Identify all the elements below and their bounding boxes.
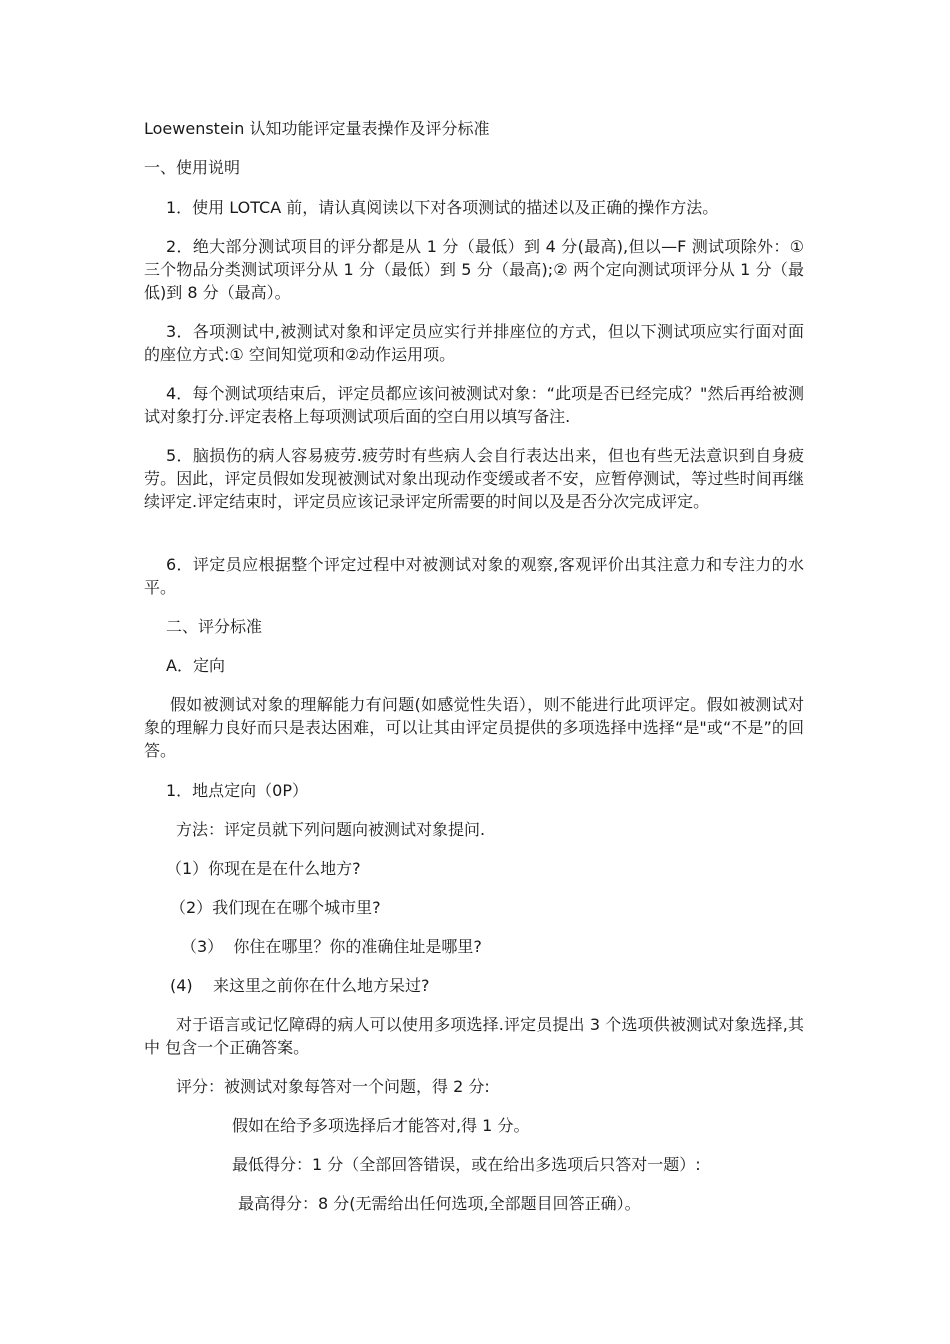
section-heading-scoring: 二、评分标准: [166, 617, 263, 636]
method-text: 方法：评定员就下列问题向被测试对象提问.: [176, 820, 486, 839]
document-title: Loewenstein 认知功能评定量表操作及评分标准: [144, 119, 490, 138]
question-4: (4) 来这里之前你在什么地方呆过?: [170, 976, 430, 995]
section-heading-usage: 一、使用说明: [144, 158, 241, 177]
usage-item-6: 6．评定员应根据整个评定过程中对被测试对象的观察,客观评价出其注意力和专注力的水平。: [144, 555, 804, 597]
subsection-heading-orientation: A．定向: [166, 656, 225, 675]
question-3: （3） 你住在哪里？你的准确住址是哪里?: [181, 937, 482, 956]
question-2: （2）我们现在在哪个城市里?: [170, 898, 381, 917]
orientation-intro: 假如被测试对象的理解能力有问题(如感觉性失语），则不能进行此项评定。假如被测试对象的理解力良好而只是表达困难，可以让其由评定员提供的多项选择中选择“是"或“不是”的回答。: [144, 695, 804, 760]
scoring-line-4: 最高得分：8 分(无需给出任何选项,全部题目回答正确）。: [238, 1194, 641, 1213]
usage-item-4: 4．每个测试项结束后，评定员都应该问被测试对象：“此项是否已经完成？"然后再给被测试对象打分.评定表格上每项测试项后面的空白用以填写备注.: [144, 384, 804, 426]
usage-item-1: 1．使用 LOTCA 前，请认真阅读以下对各项测试的描述以及正确的操作方法。: [166, 198, 719, 217]
usage-item-2: 2．绝大部分测试项目的评分都是从 1 分（最低）到 4 分(最高),但以—F 测试项除外：①三个物品分类测试项评分从 1 分（最低）到 5 分（最高);② 两个定向测试项评分从 1 分（最低)到 8 分（最高）。: [144, 237, 804, 302]
usage-item-5: 5．脑损伤的病人容易疲劳.疲劳时有些病人会自行表达出来，但也有些无法意识到自身疲劳。因此，评定员假如发现被测试对象出现动作变缓或者不安，应暂停测试，等过些时间再继续评定.评定结束时，评定员应该记录评定所需要的时间以及是否分次完成评定。: [144, 446, 804, 511]
scoring-line-2: 假如在给予多项选择后才能答对,得 1 分。: [232, 1116, 530, 1135]
scoring-line-1: 评分：被测试对象每答对一个问题，得 2 分:: [176, 1077, 490, 1096]
usage-item-3: 3．各项测试中,被测试对象和评定员应实行并排座位的方式，但以下测试项应实行面对面的座位方式:① 空间知觉项和②动作运用项。: [144, 322, 804, 364]
place-orientation-title: 1．地点定向（0P）: [166, 781, 309, 800]
question-1: （1）你现在是在什么地方?: [166, 859, 361, 878]
scoring-line-3: 最低得分：1 分（全部回答错误，或在给出多选项后只答对一题）:: [232, 1155, 701, 1174]
multi-choice-note: 对于语言或记忆障碍的病人可以使用多项选择.评定员提出 3 个选项供被测试对象选择,其中 包含一个正确答案。: [144, 1015, 804, 1057]
